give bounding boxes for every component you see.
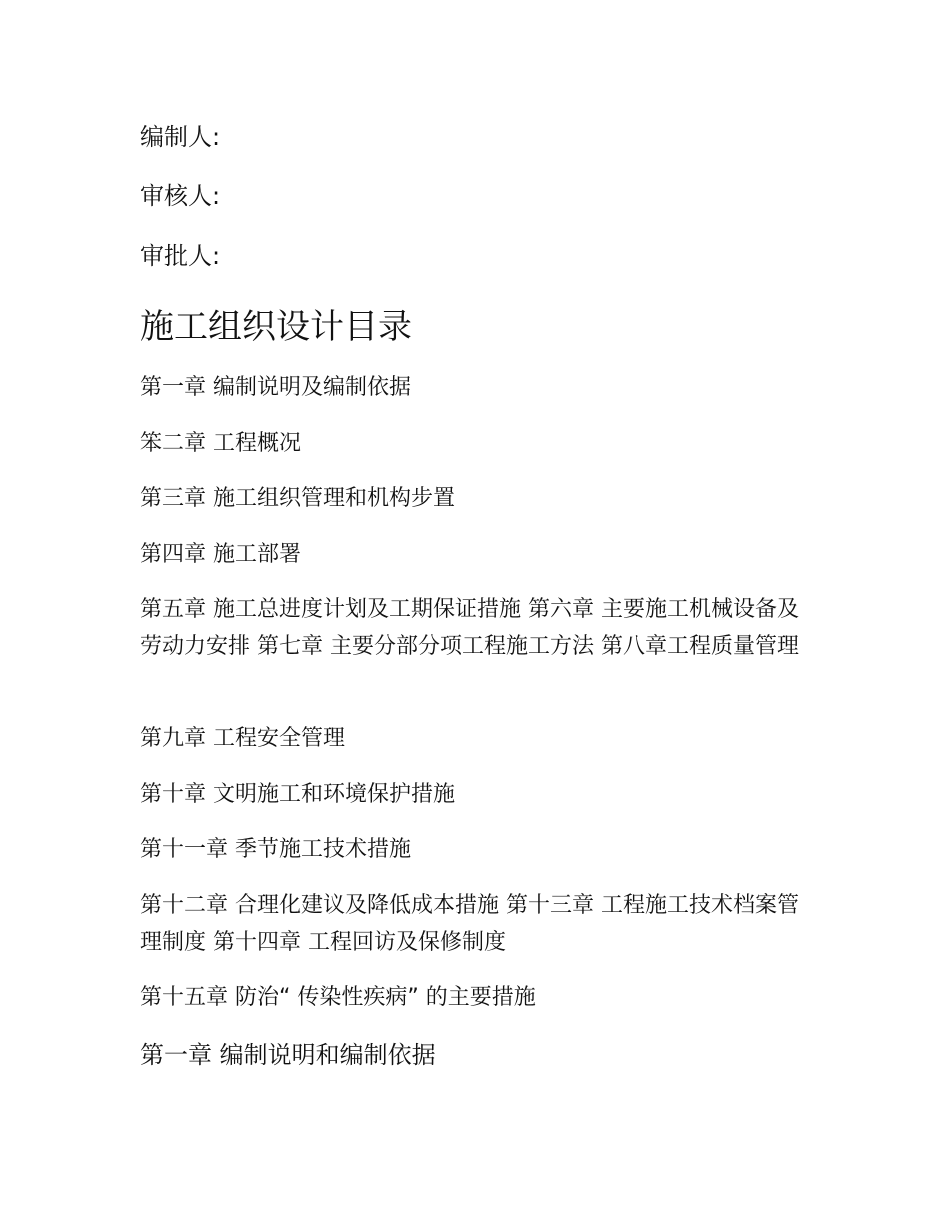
toc-item: 第十一章 季节施工技术措施 <box>140 837 411 862</box>
toc-item: 第三章 施工组织管理和机构步置 <box>140 486 455 511</box>
chapter-heading: 第一章 编制说明和编制依据 <box>140 1041 436 1069</box>
toc-item: 第九章 工程安全管理 <box>140 726 345 751</box>
compiler-label: 编制人: <box>140 123 221 151</box>
toc-title: 施工组织设计目录 <box>140 307 412 347</box>
approver-label: 审批人: <box>140 242 221 270</box>
toc-item: 笨二章 工程概况 <box>140 431 301 456</box>
toc-item: 第十章 文明施工和环境保护措施 <box>140 782 455 807</box>
toc-item: 第十五章 防治“ 传染性疾病” 的主要措施 <box>140 985 536 1010</box>
toc-item: 第一章 编制说明及编制依据 <box>140 375 411 400</box>
toc-item: 第五章 施工总进度计划及工期保证措施 第六章 主要施工机械设备及劳动力安排 第七章 主要分部分项工程施工方法 第八章工程质量管理 <box>140 597 799 659</box>
toc-item: 第四章 施工部署 <box>140 542 301 567</box>
reviewer-label: 审核人: <box>140 182 221 210</box>
toc-item: 第十二章 合理化建议及降低成本措施 第十三章 工程施工技术档案管理制度 第十四章 工程回访及保修制度 <box>140 893 799 955</box>
